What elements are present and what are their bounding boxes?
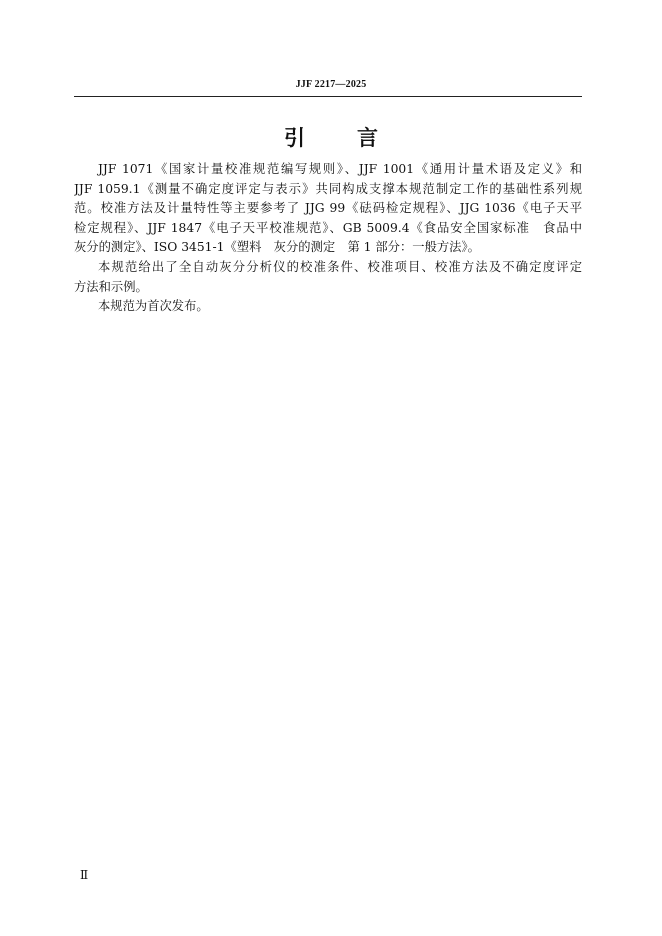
paragraph-line: JJF 1071《国家计量校准规范编写规则》、JJF 1001《通用计量术语及定义》和 — [98, 162, 582, 176]
title-char-1: 引 — [284, 126, 305, 150]
introduction-body — [74, 160, 582, 317]
paragraph-line: 检定规程》、JJF 1847《电子天平校准规范》、GB 5009.4《食品安全国家标准 食品中 — [74, 220, 582, 235]
paragraph-line: 灰分的测定》、ISO 3451-1《塑料 灰分的测定 第 1 部分：一般方法》。 — [74, 240, 480, 255]
paragraph-line: 方法和示例。 — [74, 279, 148, 294]
title-char-2: 言 — [357, 126, 378, 150]
header-divider — [74, 96, 582, 97]
paragraph-1 — [74, 160, 582, 258]
document-code-header: JJF 2217—2025 — [295, 79, 367, 90]
page-title — [0, 122, 662, 152]
paragraph-3 — [74, 297, 582, 317]
page-number: Ⅱ — [80, 868, 89, 882]
paragraph-line: 本规范给出了全自动灰分分析仪的校准条件、校准项目、校准方法及不确定度评定 — [98, 259, 582, 274]
paragraph-line: 本规范为首次发布。 — [98, 299, 209, 314]
paragraph-2 — [74, 258, 582, 297]
paragraph-line: 范。校准方法及计量特性等主要参考了 JJG 99《砝码检定规程》、JJG 1036《电子天平 — [74, 201, 582, 216]
paragraph-line: JJF 1059.1《测量不确定度评定与表示》共同构成支撑本规范制定工作的基础性系列规 — [74, 181, 582, 196]
